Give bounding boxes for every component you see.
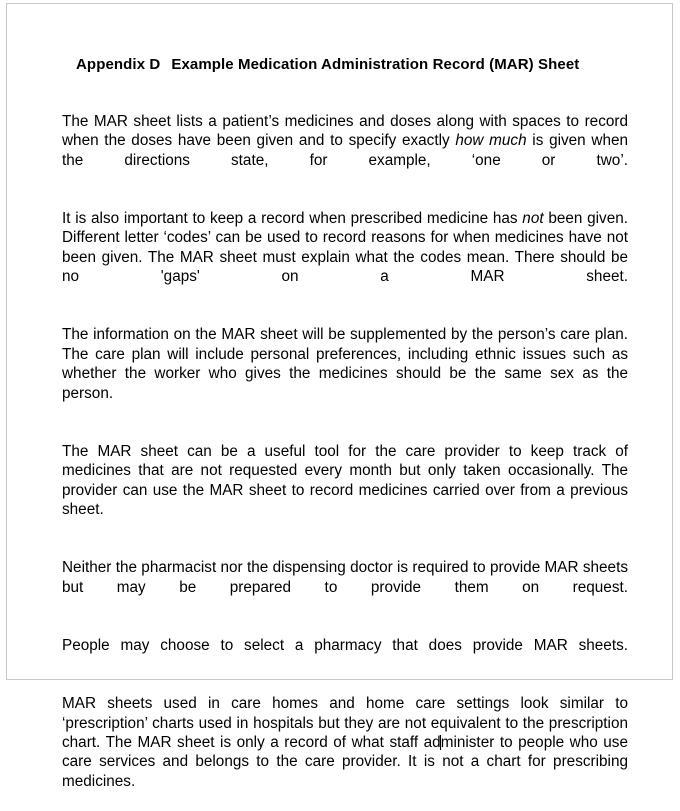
- document-body[interactable]: [62, 112, 628, 811]
- text-run: The information on the MAR sheet will be supplemented by the person’s care plan. The care plan will include personal preferences, including ethnic issues such as whether the worker who gives the medicines should be the same sex as the person.: [62, 326, 628, 402]
- paragraph-p4: [62, 442, 628, 539]
- text-run: been given. Different letter ‘codes’ can be used to record reasons for when medicines have not been given. The MAR sheet must explain what the codes mean. There should be no 'gaps' on a MAR sheet.: [62, 210, 628, 286]
- text-run: MAR sheets used in care homes and home care settings look similar to ‘prescription’ charts used in hospitals but they are not equivalent to the prescription chart. The MAR sheet is only a record of what staff ad: [62, 695, 628, 751]
- paragraph-p7: [62, 694, 628, 810]
- page-title-subject: Example Medication Administration Record (MAR) Sheet: [171, 56, 580, 74]
- page-title: [76, 55, 636, 74]
- text-run: The MAR sheet lists a patient’s medicines and doses along with spaces to record when the doses have been given and to specify exactly: [62, 113, 628, 150]
- text-run: minister to people who use care services and belongs to the care provider. It is not a chart for prescribing medicines.: [62, 733, 628, 790]
- text-run: Neither the pharmacist nor the dispensing doctor is required to provide MAR sheets but may be prepared to provide them on request.: [62, 559, 628, 596]
- emphasis-text: how much: [455, 132, 527, 150]
- paragraph-p1: [62, 112, 628, 190]
- text-run: The MAR sheet can be a useful tool for the care provider to keep track of medicines that are not requested every month but only taken occasionally. The provider can use the MAR sheet to record medicines carried over from a previous sheet.: [62, 442, 628, 519]
- page-title-appendix-label: Appendix D: [76, 56, 161, 74]
- paragraph-p3: [62, 325, 628, 422]
- paragraph-p2: [62, 209, 628, 306]
- document-page: [6, 3, 673, 790]
- emphasis-text: not: [522, 210, 544, 228]
- text-run: is given when the directions state, for example, ‘one or two’.: [62, 132, 629, 169]
- text-run: People may choose to select a pharmacy that does provide MAR sheets.: [62, 636, 628, 654]
- paragraph-p6: [62, 636, 628, 675]
- paragraph-p5: [62, 558, 628, 616]
- text-run: It is also important to keep a record when prescribed medicine has: [62, 210, 523, 228]
